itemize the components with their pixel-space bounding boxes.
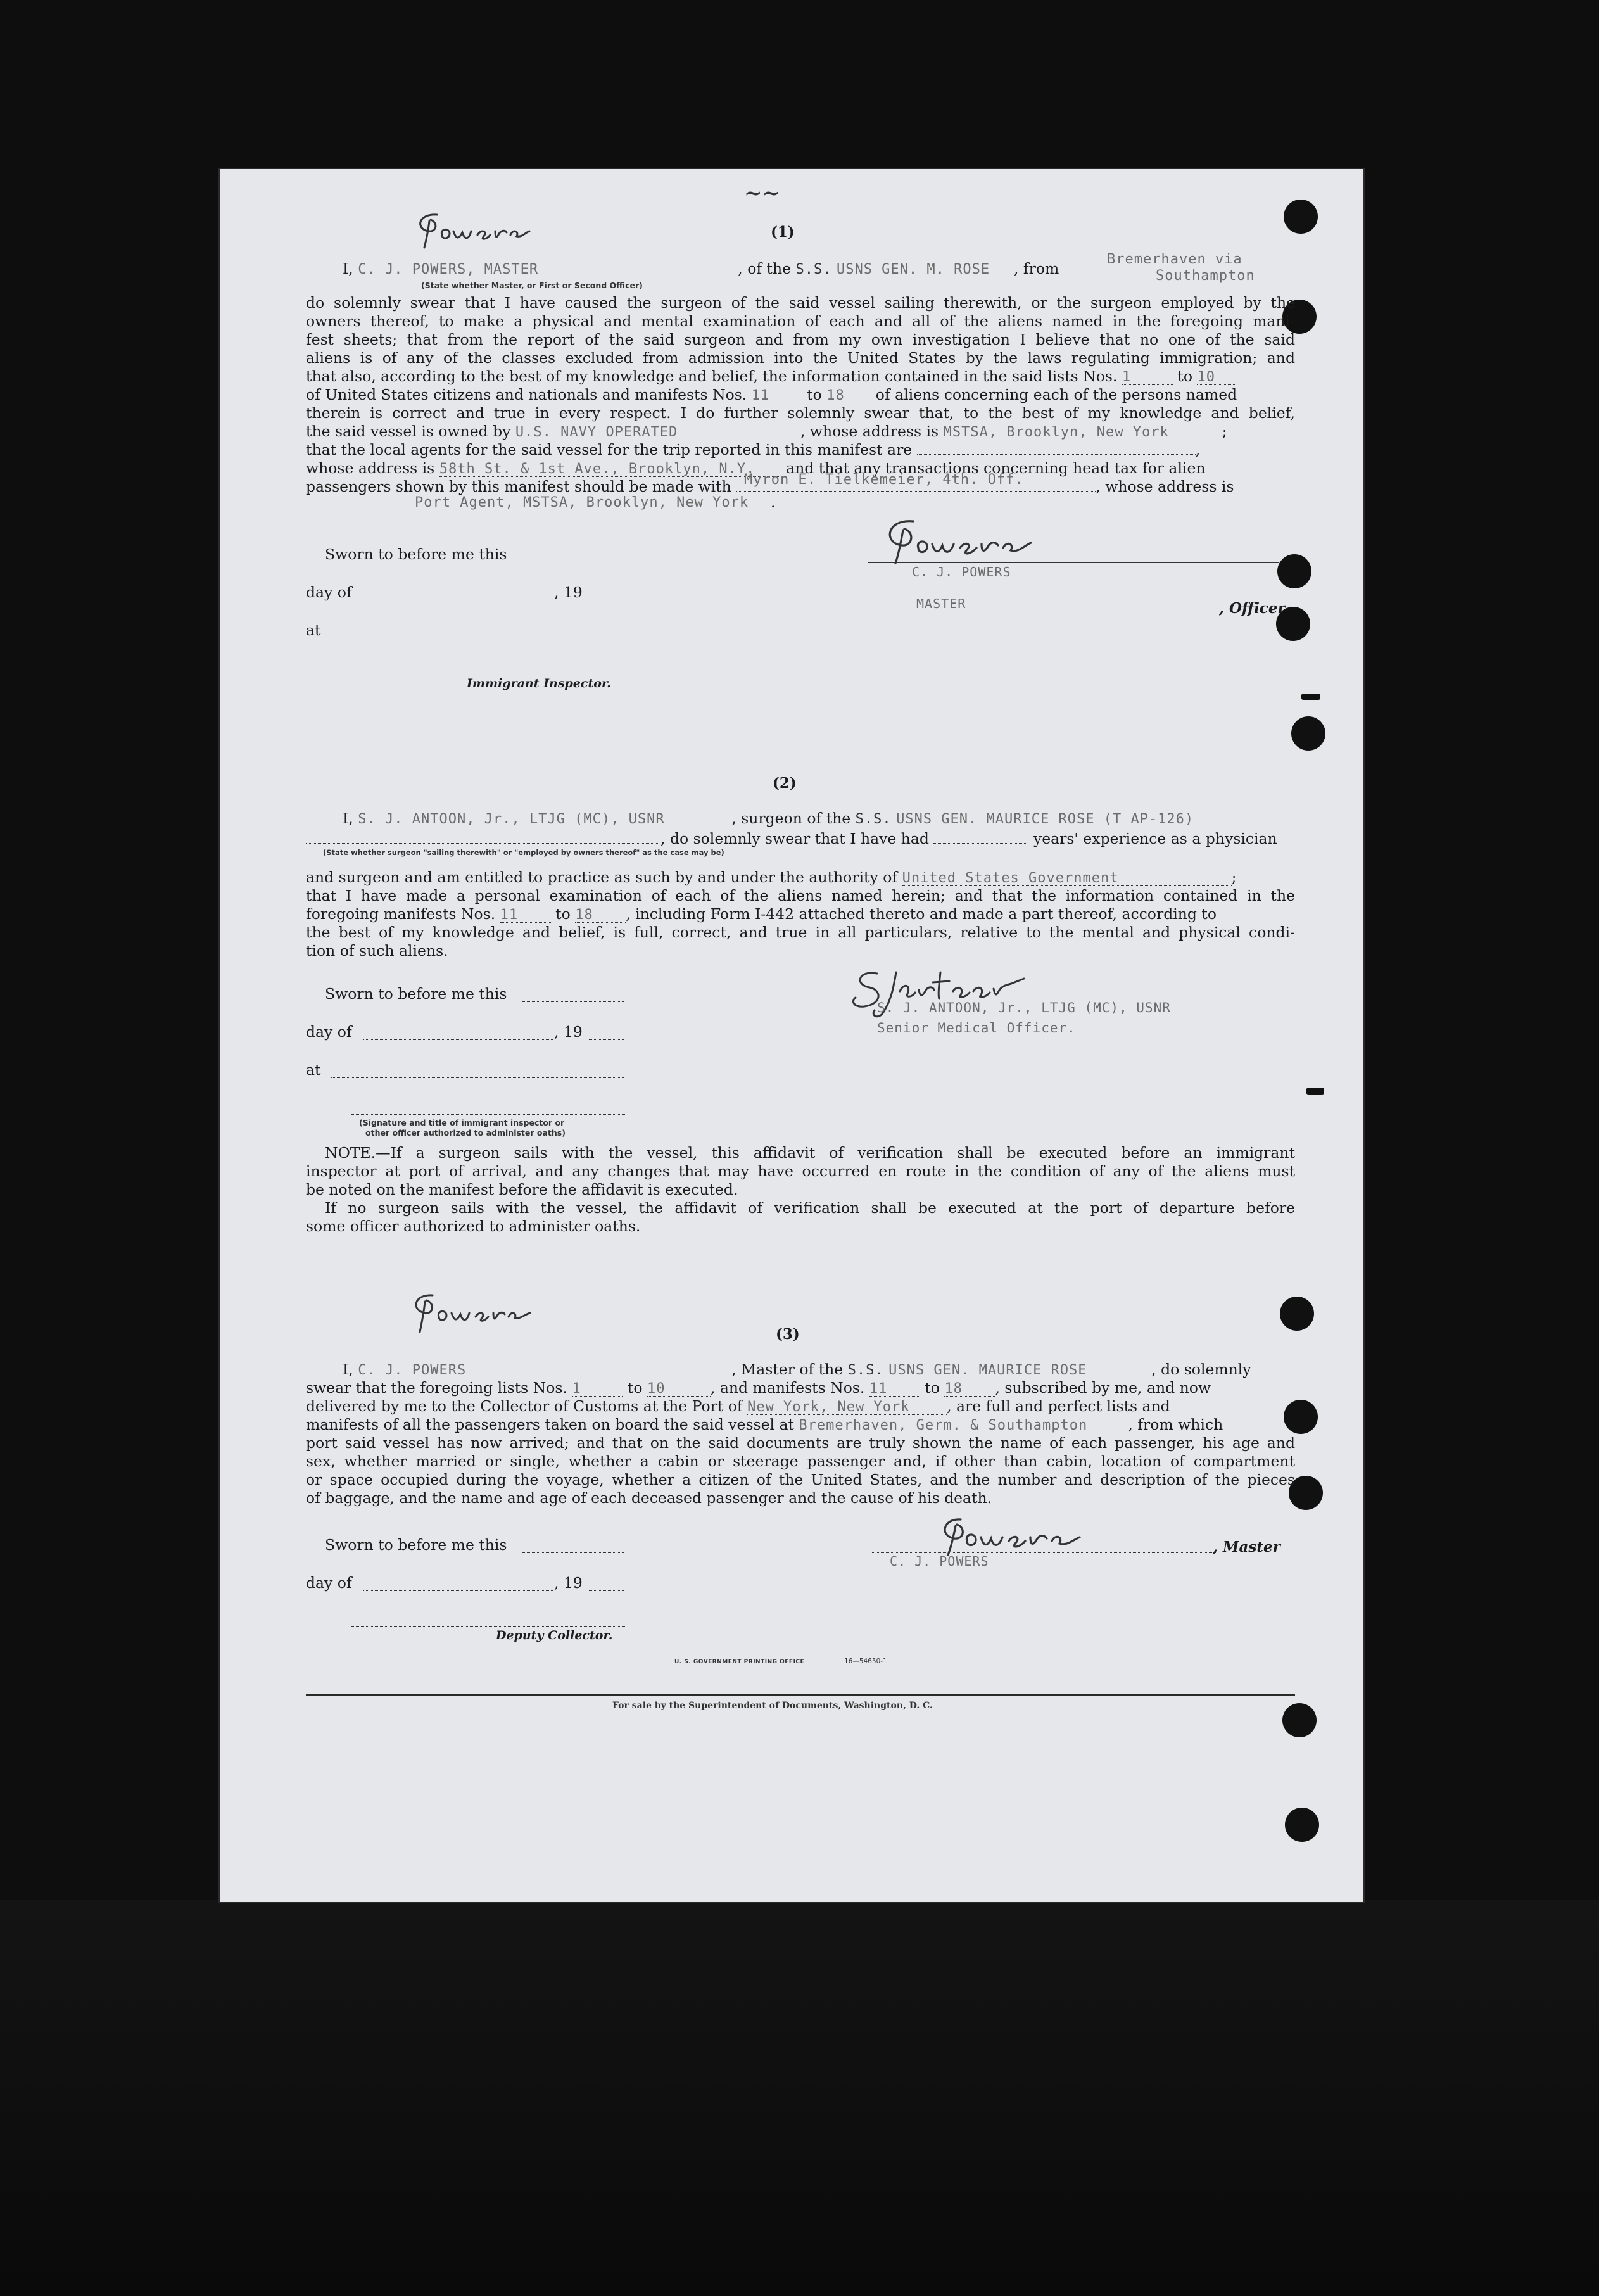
- section3-sig-typed: C. J. POWERS: [890, 1554, 989, 1569]
- section1-body-line: do solemnly swear that I have caused the surgeon of the said vessel sailing therewith, or the surgeon employed by the: [306, 294, 1295, 312]
- section1-line8: the said vessel is owned by U.S. NAVY OPERATED , whose address is MSTSA, Brooklyn, New York ;: [306, 422, 1227, 440]
- punch-hole: [1285, 1808, 1319, 1842]
- section3-signature: [407, 1289, 591, 1340]
- section1-line9: that the local agents for the said vessel for the trip reported in this manifest are ,: [306, 441, 1201, 459]
- period: .: [771, 493, 776, 511]
- punch-hole: [1277, 554, 1311, 588]
- section3-line2: swear that the foregoing lists Nos. 1 to 10 , and manifests Nos. 11 to 18 , subscribed by me, and now: [306, 1379, 1211, 1397]
- inspector-caption-1: (Signature and title of immigrant inspector or: [359, 1118, 565, 1127]
- head-tax-agent: Myron E. Tielkemeier, 4th. Off.: [744, 472, 1024, 488]
- port-field: New York, New York: [747, 1400, 947, 1415]
- for-sale-note: For sale by the Superintendent of Documents, Washington, D. C.: [612, 1701, 933, 1711]
- section3-manifest-to: 18: [944, 1382, 995, 1397]
- surgeon-name-field: S. J. ANTOON, Jr., LTJG (MC), USNR: [358, 813, 731, 827]
- sworn-label: Sworn to before me this: [325, 985, 507, 1003]
- section3-line7: or space occupied during the voyage, whether a citizen of the United States, and the number and description of the pieces: [306, 1471, 1295, 1488]
- punch-hole: [1284, 200, 1318, 234]
- surgeon-manifest-from: 11: [500, 908, 551, 923]
- note-line4: If no surgeon sails with the vessel, the affidavit of verification shall be executed at the port of departure before: [325, 1199, 1295, 1217]
- section3-list-to: 10: [647, 1382, 711, 1397]
- printing-office: U. S. GOVERNMENT PRINTING OFFICE: [674, 1659, 805, 1665]
- day-of-label: day of: [306, 1023, 352, 1041]
- list-to-field: 10: [1197, 371, 1235, 385]
- state-whether-caption: (State whether Master, or First or Second Officer): [421, 281, 643, 290]
- form-number: 16—54650-1: [844, 1658, 887, 1665]
- surgeon-caption: (State whether surgeon "sailing therewith" or "employed by owners thereof" as the case may be): [323, 848, 724, 857]
- master-name-field: C. J. POWERS, MASTER: [358, 263, 738, 277]
- section3-line3: delivered by me to the Collector of Customs at the Port of New York, New York , are full and perfect lists and: [306, 1397, 1170, 1415]
- officer-label: , Officer: [1219, 600, 1286, 617]
- manifest-from-field: 11: [752, 389, 802, 403]
- section2-line1: I, S. J. ANTOON, Jr., LTJG (MC), USNR , surgeon of the S.S. USNS GEN. MAURICE ROSE (T AP-126): [343, 809, 1305, 829]
- section3-number: (3): [776, 1326, 800, 1343]
- manifest-to-field: 18: [826, 389, 871, 403]
- section1-body-line: aliens is of any of the classes excluded from admission into the United States by the laws regulating immigration; and: [306, 349, 1295, 367]
- day-of-label: day of: [306, 1574, 352, 1592]
- section2-line4: that I have made a personal examination of each of the aliens named herein; and that the information contained in the: [306, 887, 1295, 904]
- punch-hole: [1291, 716, 1325, 751]
- punch-hole: [1280, 1297, 1314, 1331]
- at-label: at: [306, 1061, 321, 1079]
- top-mark: ~~: [744, 181, 780, 206]
- agent-address-field: 58th St. & 1st Ave., Brooklyn, N.Y.: [439, 462, 781, 477]
- section3-vessel-field: USNS GEN. MAURICE ROSE: [888, 1364, 1151, 1378]
- section3-line4: manifests of all the passengers taken on board the said vessel at Bremerhaven, Germ. & Southampton , from which: [306, 1416, 1223, 1433]
- section1-body-line: owners thereof, to make a physical and mental examination of each and all of the aliens named in the foregoing mani-: [306, 312, 1295, 330]
- vessel-field: USNS GEN. M. ROSE: [837, 263, 1014, 277]
- section3-line6: sex, whether married or single, whether a cabin or steerage passenger and, if other than cabin, location of compartment: [306, 1452, 1295, 1470]
- master-rank-typed: MASTER: [916, 596, 966, 611]
- section1-body-line: that also, according to the best of my knowledge and belief, the information contained in the said lists Nos. 1 to 10: [306, 367, 1295, 386]
- surgeon-vessel-field: USNS GEN. MAURICE ROSE (T AP-126): [896, 813, 1225, 827]
- note-line2: inspector at port of arrival, and any changes that may have occurred en route in the condition of any of the aliens must: [306, 1162, 1295, 1180]
- section3-master-field: C. J. POWERS: [358, 1364, 731, 1378]
- master-sig-typed: C. J. POWERS: [912, 564, 1011, 580]
- section1-number: (1): [771, 224, 795, 241]
- section1-line1: I, C. J. POWERS, MASTER , of the S.S. USNS GEN. M. ROSE , from: [343, 260, 1059, 277]
- section2-line7: tion of such aliens.: [306, 942, 448, 960]
- at-label: at: [306, 621, 321, 639]
- footer-rule: [306, 1694, 1295, 1696]
- day-of-label: day of: [306, 583, 352, 601]
- year-label: , 19: [554, 583, 583, 601]
- immigrant-inspector-label: Immigrant Inspector.: [467, 676, 611, 690]
- embark-field: Bremerhaven, Germ. & Southampton: [799, 1419, 1128, 1433]
- master-label: , Master: [1213, 1538, 1280, 1556]
- section3-manifest-from: 11: [869, 1382, 920, 1397]
- inspector-caption-2: other officer authorized to administer oaths): [365, 1128, 566, 1138]
- surgeon-sig-title: Senior Medical Officer.: [877, 1020, 1076, 1036]
- binder-mark: [1306, 1088, 1324, 1095]
- ss-stamp: S.S.: [795, 262, 832, 277]
- deputy-collector-label: Deputy Collector.: [496, 1628, 613, 1642]
- surgeon-manifest-to: 18: [575, 908, 626, 923]
- sworn-label: Sworn to before me this: [325, 1536, 507, 1554]
- section1-line7: therein is correct and true in every respect. I do further solemnly swear that, to the best of my knowledge and belief,: [306, 404, 1295, 422]
- master-signature: [868, 510, 1077, 573]
- year-label: , 19: [554, 1023, 583, 1041]
- from-port-line1: Bremerhaven via: [1107, 251, 1242, 267]
- ss-stamp: S.S.: [855, 811, 892, 827]
- year-label: , 19: [554, 1574, 583, 1592]
- section3-line8: of baggage, and the name and age of each deceased passenger and the cause of his death.: [306, 1489, 992, 1507]
- section2-line3: and surgeon and am entitled to practice as such by and under the authority of United States Government ;: [306, 868, 1237, 886]
- section3-list-from: 1: [572, 1382, 623, 1397]
- manifest-page: [218, 168, 1365, 1903]
- sworn-label: Sworn to before me this: [325, 545, 507, 563]
- section2-line5: foregoing manifests Nos. 11 to 18 , including Form I-442 attached thereto and made a part thereof, according to: [306, 905, 1217, 923]
- section1-line10: whose address is 58th St. & 1st Ave., Brooklyn, N.Y. and that any transactions concerning head tax for alien: [306, 459, 1206, 477]
- section1-line11: passengers shown by this manifest should be made with , whose address is: [306, 478, 1234, 495]
- section1-body-line: fest sheets; that from the report of the said surgeon and from my own investigation I believe that no one of the said: [306, 331, 1295, 348]
- section2-line6: the best of my knowledge and belief, is full, correct, and true in all particulars, relative to the mental and physical condi-: [306, 923, 1295, 941]
- list-from-field: 1: [1122, 371, 1173, 385]
- section1-signature: [412, 210, 595, 254]
- section2-line2: , do solemnly swear that I have had years' experience as a physician: [306, 829, 1295, 848]
- note-line5: some officer authorized to administer oaths.: [306, 1217, 641, 1235]
- scanner-background: [0, 1900, 1599, 2296]
- note-line1: NOTE.—If a surgeon sails with the vessel, this affidavit of verification shall be executed before an immigrant: [325, 1144, 1295, 1162]
- note-line3: be noted on the manifest before the affidavit is executed.: [306, 1181, 738, 1198]
- surgeon-sig-typed: S. J. ANTOON, Jr., LTJG (MC), USNR: [877, 1000, 1171, 1015]
- section3-line5: port said vessel has now arrived; and that on the said documents are truly shown the name of each passenger, his age and: [306, 1434, 1295, 1452]
- section1-line6: of United States citizens and nationals and manifests Nos. 11 to 18 of aliens concerning each of the persons named: [306, 386, 1237, 403]
- punch-hole: [1282, 1703, 1317, 1737]
- head-tax-address: Port Agent, MSTSA, Brooklyn, New York: [415, 495, 749, 511]
- owner-field: U.S. NAVY OPERATED: [515, 426, 800, 440]
- binder-mark: [1301, 694, 1320, 700]
- ss-stamp: S.S.: [847, 1362, 884, 1378]
- section2-number: (2): [773, 775, 797, 792]
- authority-field: United States Government: [902, 872, 1232, 886]
- from-port-line2: Southampton: [1156, 268, 1255, 284]
- section3-line1: I, C. J. POWERS , Master of the S.S. USNS GEN. MAURICE ROSE , do solemnly: [343, 1360, 1251, 1378]
- owner-address-field: MSTSA, Brooklyn, New York: [944, 426, 1222, 440]
